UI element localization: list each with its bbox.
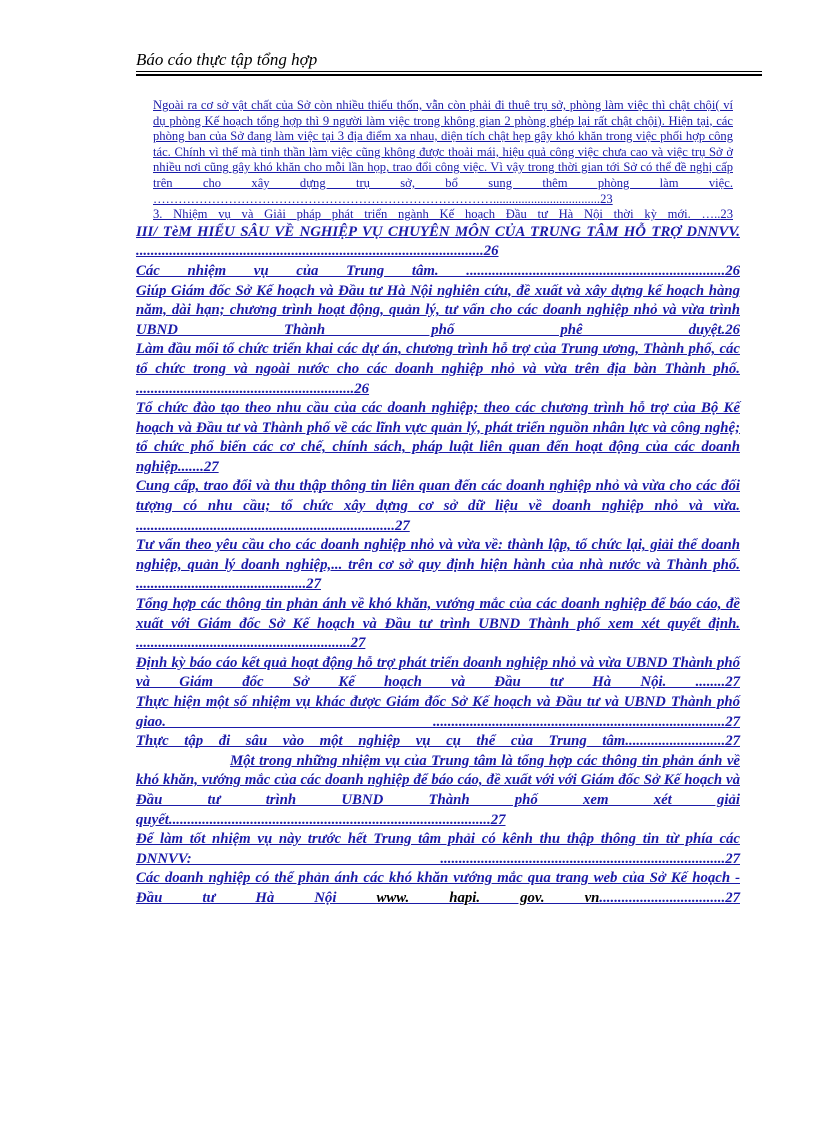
website-link[interactable]: www. hapi. gov. vn bbox=[376, 889, 600, 906]
toc-entry[interactable]: Tư vấn theo yêu cầu cho các doanh nghiệp nhỏ và vừa về: thành lập, tổ chức lại, giải thể doanh nghiệp, quản lý doanh nghiệp,... trên cơ sở quy định hiện hành của nhà nước và Thành phố. ..............................................27 bbox=[136, 537, 740, 593]
toc-entry[interactable]: Thực hiện một số nhiệm vụ khác được Giám đốc Sở Kế hoạch và Đầu tư và UBND Thành phố giao. ...............................................................................27 bbox=[136, 694, 740, 730]
toc-page-number: 27 bbox=[306, 576, 321, 593]
toc-page-number: 26 bbox=[725, 321, 740, 338]
toc-page-number: 26 bbox=[483, 243, 499, 260]
toc-page-number: 27 bbox=[203, 458, 219, 475]
toc-page-number: 27 bbox=[725, 674, 740, 691]
toc-entry[interactable]: Tổng hợp các thông tin phản ánh về khó khăn, vướng mắc của các doanh nghiệp để báo cáo, đề xuất với Giám đốc Sở Kế hoạch và Đầu tư trình UBND Thành phố xem xét quyết định. ..........................................................27 bbox=[136, 596, 740, 652]
page-header bbox=[136, 50, 762, 76]
header-rule-thick bbox=[136, 74, 762, 76]
header-rule bbox=[136, 71, 762, 72]
toc-entry[interactable]: Tổ chức đào tạo theo nhu cầu của các doanh nghiệp; theo các chương trình hỗ trợ của Bộ Kế hoạch và Đầu tư và Thành phố về các lĩnh vực quản lý, phát triển nguồn nhân lực và công nghệ; tổ chức phổ biến các cơ chế, chính sách, pháp luật liên quan đến hoạt động của các doanh nghiệp.......27 bbox=[136, 400, 740, 475]
toc-page-number: 27 bbox=[725, 850, 740, 867]
toc-entry[interactable]: Giúp Giám đốc Sở Kế hoạch và Đầu tư Hà Nội nghiên cứu, đề xuất và xây dựng kế hoạch hàng năm, dài hạn; chương trình hoạt động, quản lý, tư vấn cho các doanh nghiệp nhỏ và vừa trình UBND Thành phố phê duyệt.26 bbox=[136, 282, 740, 338]
toc-entry[interactable]: Định kỳ báo cáo kết quả hoạt động hỗ trợ phát triển doanh nghiệp nhỏ và vừa UBND Thành phố và Giám đốc Sở Kế hoạch và Đầu tư Hà Nội. ........27 bbox=[136, 654, 740, 691]
toc-page-number: 27 bbox=[350, 635, 366, 652]
header-title: Báo cáo thực tập tổng hợp bbox=[136, 50, 318, 69]
toc-entry[interactable]: Để làm tốt nhiệm vụ này trước hết Trung tâm phải có kênh thu thập thông tin từ phía các DNNVV: .............................................................................27 bbox=[136, 831, 740, 867]
toc-page-number: 26 bbox=[725, 262, 740, 279]
toc-entry[interactable]: Cung cấp, trao đổi và thu thập thông tin liên quan đến các doanh nghiệp nhỏ và vừa cho các đối tượng có nhu cầu; tổ chức xây dựng cơ sở dữ liệu về doanh nghiệp nhỏ và vừa. ......................................................................27 bbox=[136, 478, 740, 534]
toc-page-number: 27 bbox=[394, 517, 410, 534]
toc-entry[interactable]: Làm đầu mối tổ chức triển khai các dự án, chương trình hỗ trợ của Trung ương, Thành phố, các tổ chức trong và ngoài nước cho các doanh nghiệp nhỏ và vừa trên địa bàn Thành phố. ...........................................................26 bbox=[136, 341, 740, 397]
toc-entry[interactable]: Ngoài ra cơ sở vật chất của Sở còn nhiều thiếu thốn, vẫn còn phải đi thuê trụ sở, phòng làm việc thì chật chội( ví dụ phòng Kế hoạch tổng hợp thì 9 người làm việc trong không gian 2 phòng ghép lại rất chật chội). Hiện tại, các phòng ban của Sở đang làm việc tại 3 địa điểm xa nhau, diện tích chật hẹp gây khó khăn trong việc phối hợp công tác. Chính vì thế mà tinh thần làm việc cũng không được thoải mái, hiệu quả công việc chưa cao và việc trụ Sở ở nhiều nơi cũng gây khó khăn cho mỗi lần họp, trao đổi công việc. Vì vậy trong thời gian tới Sở có thể đề nghị cấp trên cho xây dựng trụ sở, bổ sung thêm phòng làm việc. ………………………………………………………………………..................................23 bbox=[153, 98, 733, 206]
toc-page-number: 27 bbox=[490, 811, 506, 828]
toc-page-number: 23 bbox=[720, 207, 733, 222]
toc-page-number: 23 bbox=[600, 191, 613, 206]
toc-entry[interactable]: III/ TèM HIỂU SÂU VỀ NGHIỆP VỤ CHUYÊN MÔN CỦA TRUNG TÂM HỖ TRỢ DNNVV. ..............................................................................................26 bbox=[136, 223, 740, 260]
toc-entry[interactable]: Các doanh nghiệp có thể phản ánh các khó khăn vướng mắc qua trang web của Sở Kế hoạch - Đầu tư Hà Nội www. hapi. gov. vn..................................27 bbox=[136, 870, 740, 906]
toc-page-number: 26 bbox=[354, 380, 370, 397]
toc-page-number: 27 bbox=[725, 733, 740, 750]
table-of-contents bbox=[136, 98, 740, 909]
toc-entry[interactable]: Thực tập đi sâu vào một nghiệp vụ cụ thể của Trung tâm...........................27 bbox=[136, 733, 740, 750]
toc-page-number: 27 bbox=[725, 889, 740, 906]
toc-entry[interactable]: Một trong những nhiệm vụ của Trung tâm là tổng hợp các thông tin phản ánh về khó khăn, vướng mắc của các doanh nghiệp để báo cáo, đề xuất với với Giám đốc Sở Kế hoạch và Đầu tư trình UBND Thành phố xem xét giải quyết.......................................................................................27 bbox=[136, 752, 740, 828]
toc-entry[interactable]: 3. Nhiệm vụ và Giải pháp phát triển ngành Kế hoạch Đầu tư Hà Nội thời kỳ mới. …..23 bbox=[153, 207, 733, 222]
toc-entry[interactable]: Các nhiệm vụ của Trung tâm. ......................................................................26 bbox=[136, 262, 740, 279]
toc-page-number: 27 bbox=[725, 713, 740, 730]
